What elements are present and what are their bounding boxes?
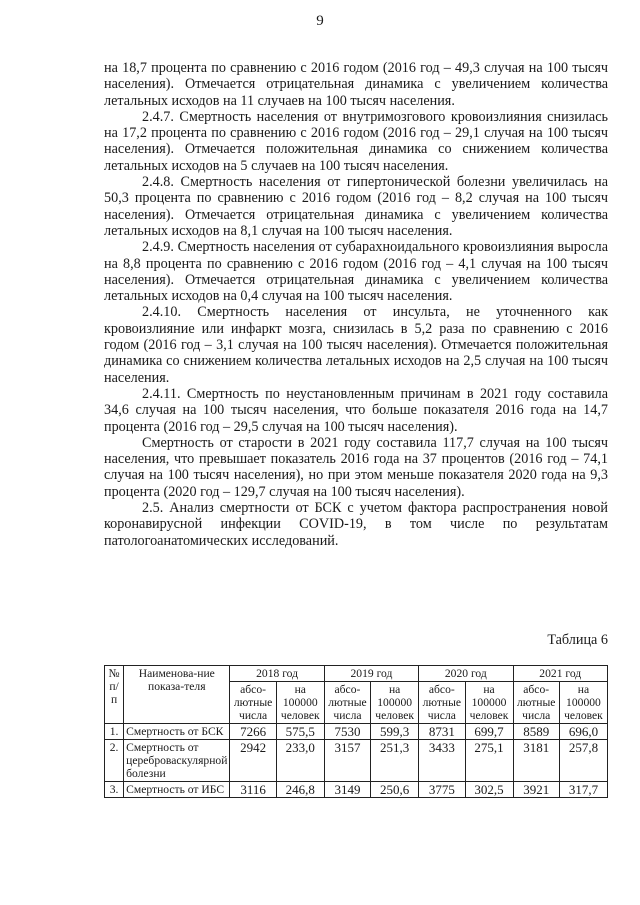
cell-value: 8589	[513, 724, 559, 740]
table-row	[105, 724, 608, 740]
header-year: 2019 год	[324, 666, 418, 682]
table-row	[105, 740, 608, 782]
cell-value: 3921	[513, 782, 559, 798]
header-rate: на 100000 человек	[276, 682, 324, 724]
header-absolute: абсо-лютные числа	[230, 682, 276, 724]
header-rate: на 100000 человек	[465, 682, 513, 724]
cell-value: 317,7	[559, 782, 607, 798]
row-number: 2.	[105, 740, 124, 782]
row-label: Смертность от БСК	[124, 724, 230, 740]
row-label: Смертность от ИБС	[124, 782, 230, 798]
cell-value: 8731	[419, 724, 465, 740]
header-no: № п/п	[105, 666, 124, 724]
header-absolute: абсо-лютные числа	[419, 682, 465, 724]
cell-value: 696,0	[559, 724, 607, 740]
header-absolute: абсо-лютные числа	[513, 682, 559, 724]
cell-value: 3149	[324, 782, 370, 798]
header-rate: на 100000 человек	[371, 682, 419, 724]
cell-value: 302,5	[465, 782, 513, 798]
paragraph: 2.4.7. Смертность населения от внутримозгового кровоизлияния снизилась на 17,2 процента по сравнению с 2016 годом (2016 год – 29,1 случая на 100 тысяч населения). Отмечается положительная динамика со снижением количества летальных исходов на 5 случаев на 100 тысяч населения.	[104, 108, 608, 174]
page-number: 9	[316, 13, 324, 29]
mortality-table	[104, 665, 608, 798]
header-year: 2020 год	[419, 666, 513, 682]
cell-value: 599,3	[371, 724, 419, 740]
paragraph: 2.4.11. Смертность по неустановленным причинам в 2021 году составила 34,6 случая на 100 тысяч населения, что больше показателя 2016 года на 14,7 процента (2016 год – 29,5 случая на 100 тысяч населения).	[104, 385, 608, 435]
paragraph: Смертность от старости в 2021 году составила 117,7 случая на 100 тысяч населения, что превышает показатель 2016 года на 37 процентов (2016 год – 74,1 случая на 100 тысяч населения), но при этом меньше показателя 2020 года на 9,3 процента (2020 год – 129,7 случая на 100 тысяч населения).	[104, 434, 608, 500]
cell-value: 3181	[513, 740, 559, 782]
cell-value: 3433	[419, 740, 465, 782]
table-caption: Таблица 6	[547, 632, 608, 648]
cell-value: 233,0	[276, 740, 324, 782]
cell-value: 246,8	[276, 782, 324, 798]
document-body	[104, 60, 608, 549]
header-rate: на 100000 человек	[559, 682, 607, 724]
cell-value: 3157	[324, 740, 370, 782]
paragraph: 2.4.9. Смертность населения от субарахноидального кровоизлияния выросла на 8,8 процента по сравнению с 2016 годом (2016 год – 4,1 случая на 100 тысяч населения). Отмечается отрицательная динамика с увеличением количества летальных исходов на 0,4 случая на 100 тысяч населения.	[104, 239, 608, 305]
section-heading: 2.5. Анализ смертности от БСК с учетом фактора распространения новой коронавирусной инфекции COVID-19, в том числе по результатам патологоанатомических исследований.	[104, 500, 608, 549]
cell-value: 257,8	[559, 740, 607, 782]
table-row	[105, 782, 608, 798]
cell-value: 251,3	[371, 740, 419, 782]
paragraph: на 18,7 процента по сравнению с 2016 годом (2016 год – 49,3 случая на 100 тысяч населения). Отмечается отрицательная динамика с увеличением количества летальных исходов на 11 случаев на 100 тысяч населения.	[104, 60, 608, 109]
header-absolute: абсо-лютные числа	[324, 682, 370, 724]
row-number: 1.	[105, 724, 124, 740]
header-year: 2018 год	[230, 666, 324, 682]
cell-value: 699,7	[465, 724, 513, 740]
cell-value: 7530	[324, 724, 370, 740]
cell-value: 275,1	[465, 740, 513, 782]
header-indicator: Наименова-ние показа-теля	[124, 666, 230, 724]
row-label: Смертность от цереброваскулярной болезни	[124, 740, 230, 782]
cell-value: 2942	[230, 740, 276, 782]
paragraph: 2.4.10. Смертность населения от инсульта, не уточненного как кровоизлияние или инфаркт мозга, снизилась в 5,2 раза по сравнению с 2016 годом (2016 год – 3,1 случая на 100 тысяч населения). Отмечается положительная динамика со снижением количества летальных исходов на 2,5 случая на 100 тысяч населения.	[104, 304, 608, 386]
row-number: 3.	[105, 782, 124, 798]
cell-value: 3775	[419, 782, 465, 798]
cell-value: 575,5	[276, 724, 324, 740]
paragraph: 2.4.8. Смертность населения от гипертонической болезни увеличилась на 50,3 процента по сравнению с 2016 годом (2016 год – 8,2 случая на 100 тысяч населения). Отмечается отрицательная динамика с увеличением количества летальных исходов на 8,1 случая на 100 тысяч населения.	[104, 174, 608, 239]
header-year: 2021 год	[513, 666, 607, 682]
cell-value: 7266	[230, 724, 276, 740]
cell-value: 250,6	[371, 782, 419, 798]
cell-value: 3116	[230, 782, 276, 798]
